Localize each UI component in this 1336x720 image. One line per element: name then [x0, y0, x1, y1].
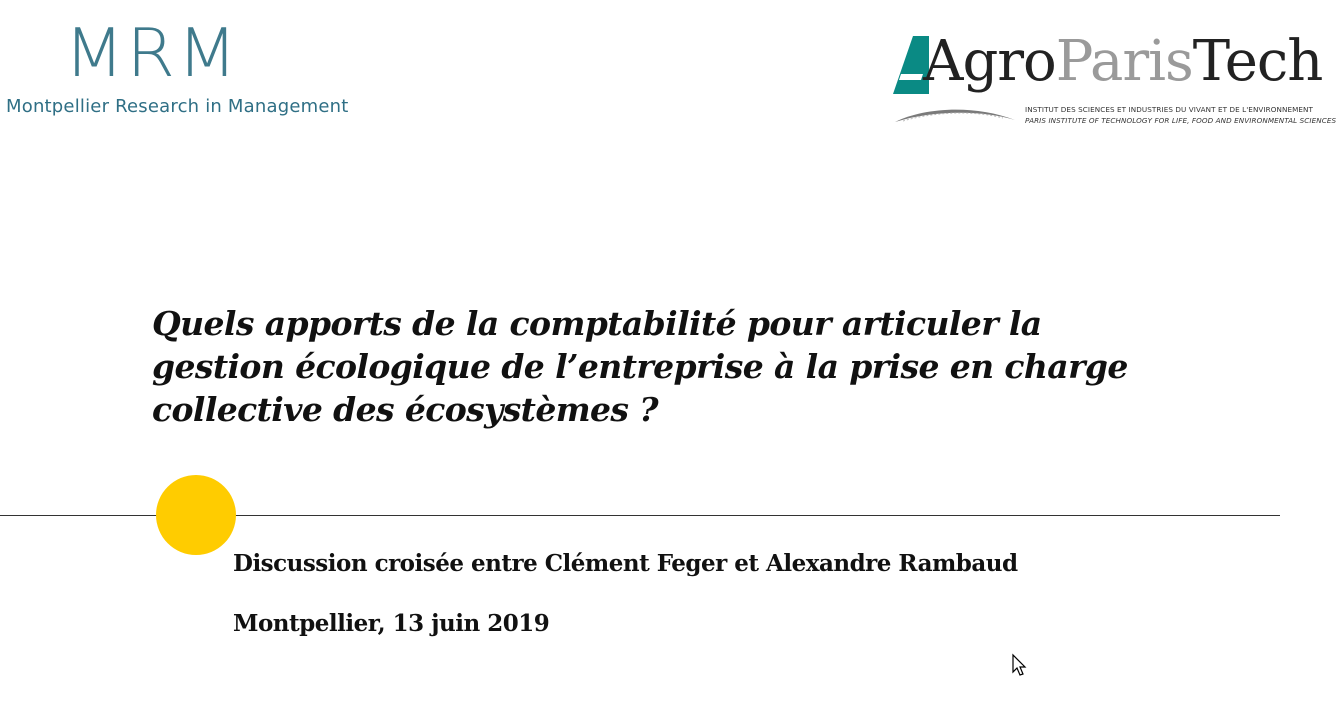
agroparistech-tagline-en: PARIS INSTITUTE OF TECHNOLOGY FOR LIFE, FOOD AND ENVIRONMENTAL SCIENCES: [1025, 116, 1336, 125]
agroparistech-word-tech: Tech: [1192, 29, 1323, 94]
place-and-date: Montpellier, 13 juin 2019: [233, 610, 550, 637]
agroparistech-tagline-fr: INSTITUT DES SCIENCES ET INDUSTRIES DU VIVANT ET DE L'ENVIRONNEMENT: [1025, 105, 1314, 114]
mouse-pointer-icon: [1012, 654, 1028, 678]
agroparistech-word-paris: Paris: [1055, 29, 1193, 94]
mrm-logo: [6, 14, 349, 128]
yellow-accent-circle: [156, 475, 236, 555]
agroparistech-wordmark: [923, 29, 1323, 94]
mrm-logo-mark: MRM: [64, 14, 240, 92]
mrm-logo-name: Montpellier Research in Management: [6, 96, 349, 117]
slide-subtitle: Discussion croisée entre Clément Feger et Alexandre Rambaud: [233, 550, 1018, 577]
agroparistech-word-agro: Agro: [923, 29, 1056, 94]
agroparistech-swoosh-icon: [893, 102, 1023, 124]
agroparistech-logo: [893, 29, 1336, 132]
slide-title: Quels apports de la comptabilité pour articuler la gestion écologique de l’entreprise à la prise en charge collective des écosystèmes ?: [152, 304, 1128, 429]
